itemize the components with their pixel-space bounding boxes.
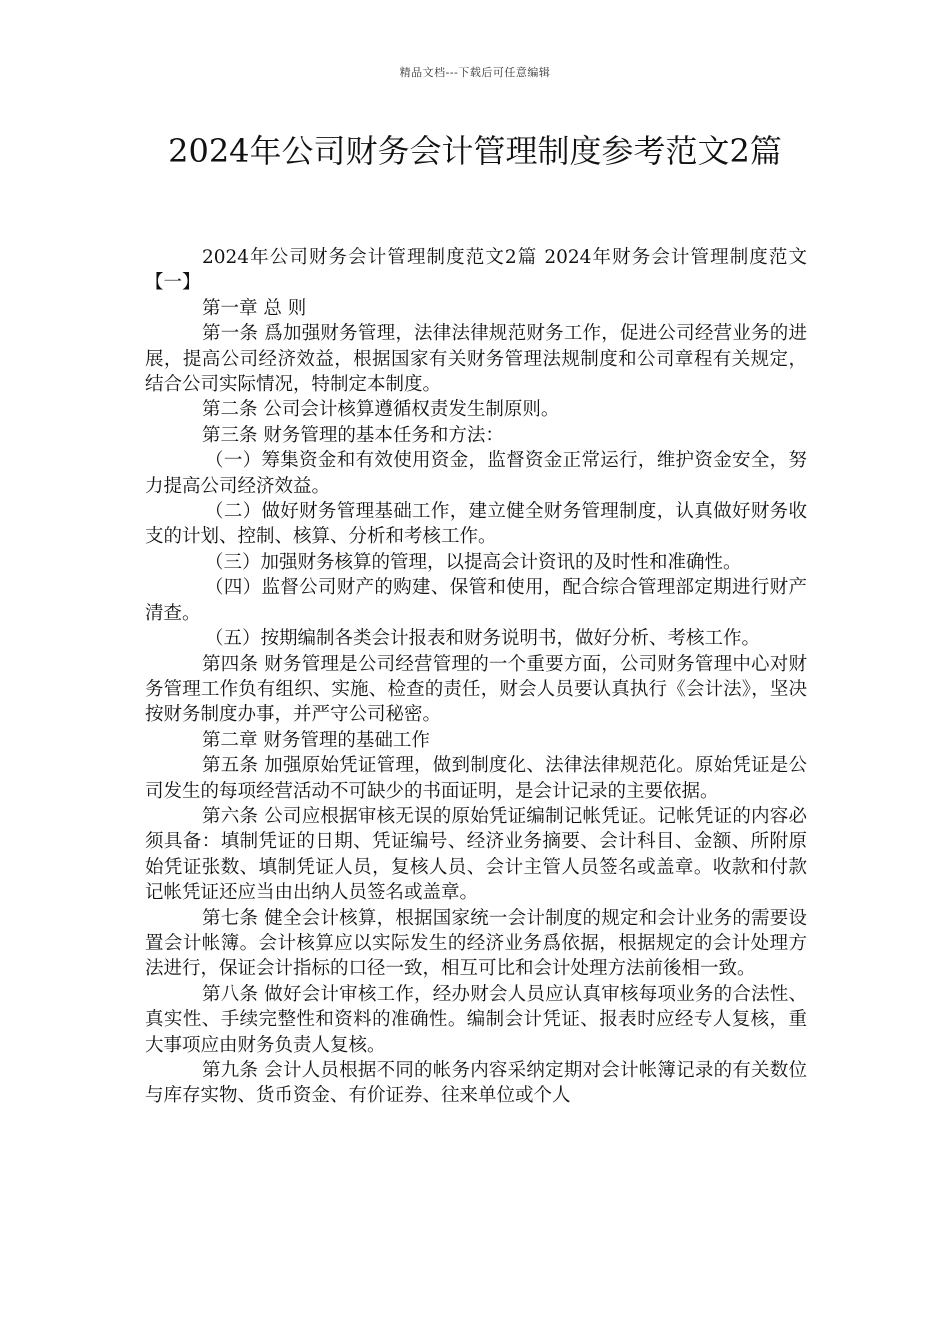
chapter-heading: 第一章 总 则 <box>202 297 307 319</box>
article-paragraph: 第二条 公司会计核算遵循权责发生制原则。 <box>202 399 560 421</box>
list-item: （三）加强财务核算的管理，以提高会计资讯的及时性和准确性。 <box>205 551 742 573</box>
article-paragraph: 第八条 做好会计审核工作，经办财会人员应认真审核每项业务的合法性、真实性、手续完整性和资料的准确性。编制会计凭证、报表时应经专人复核，重大事项应由财务负责人复核。 <box>145 983 807 1056</box>
article-paragraph: 第三条 财务管理的基本任务和方法： <box>202 424 504 446</box>
article-paragraph: 第九条 会计人员根据不同的帐务内容采纳定期对会计帐簿记录的有关数位与库存实物、货币资金、有价证券、往来单位或个人 <box>145 1060 807 1107</box>
list-item: （二）做好财务管理基础工作，建立健全财务管理制度，认真做好财务收支的计划、控制、核算、分析和考核工作。 <box>145 501 807 548</box>
article-paragraph: 第六条 公司应根据审核无误的原始凭证编制记帐凭证。记帐凭证的内容必须具备：填制凭证的日期、凭证编号、经济业务摘要、会计科目、金额、所附原始凭证张数、填制凭证人员，复核人员、会计主管人员签名或盖章。收款和付款记帐凭证还应当由出纳人员签名或盖章。 <box>145 805 807 904</box>
list-item: （一）筹集资金和有效使用资金，监督资金正常运行，维护资金安全，努力提高公司经济效益。 <box>145 450 807 497</box>
article-paragraph: 第五条 加强原始凭证管理，做到制度化、法律法律规范化。原始凭证是公司发生的每项经营活动不可缺少的书面证明，是会计记录的主要依据。 <box>145 755 807 802</box>
intro-paragraph: 2024年公司财务会计管理制度范文2篇 2024年财务会计管理制度范文【一】 <box>145 247 807 294</box>
list-item: （五）按期编制各类会计报表和财务说明书，做好分析、考核工作。 <box>205 628 761 650</box>
article-paragraph: 第四条 财务管理是公司经营管理的一个重要方面，公司财务管理中心对财务管理工作负有组织、实施、检查的责任，财会人员要认真执行《会计法》，坚决按财务制度办事，并严守公司秘密。 <box>145 653 807 726</box>
document-title: 2024年公司财务会计管理制度参考范文2篇 <box>168 132 782 170</box>
chapter-heading: 第二章 财务管理的基础工作 <box>202 729 430 751</box>
article-paragraph: 第七条 健全会计核算，根据国家统一会计制度的规定和会计业务的需要设置会计帐簿。会计核算应以实际发生的经济业务爲依据，根据规定的会计处理方法进行，保证会计指标的口径一致，相互可比和会计处理方法前後相一致。 <box>145 907 807 980</box>
document-body <box>145 245 807 1109</box>
page-header: 精品文档---下载后可任意编辑 <box>399 66 551 79</box>
article-paragraph: 第一条 爲加强财务管理，法律法律规范财务工作，促进公司经营业务的进展，提高公司经济效益，根据国家有关财务管理法规制度和公司章程有关规定，结合公司实际情况，特制定本制度。 <box>145 323 807 396</box>
list-item: （四）监督公司财产的购建、保管和使用，配合综合管理部定期进行财产清查。 <box>145 577 807 624</box>
